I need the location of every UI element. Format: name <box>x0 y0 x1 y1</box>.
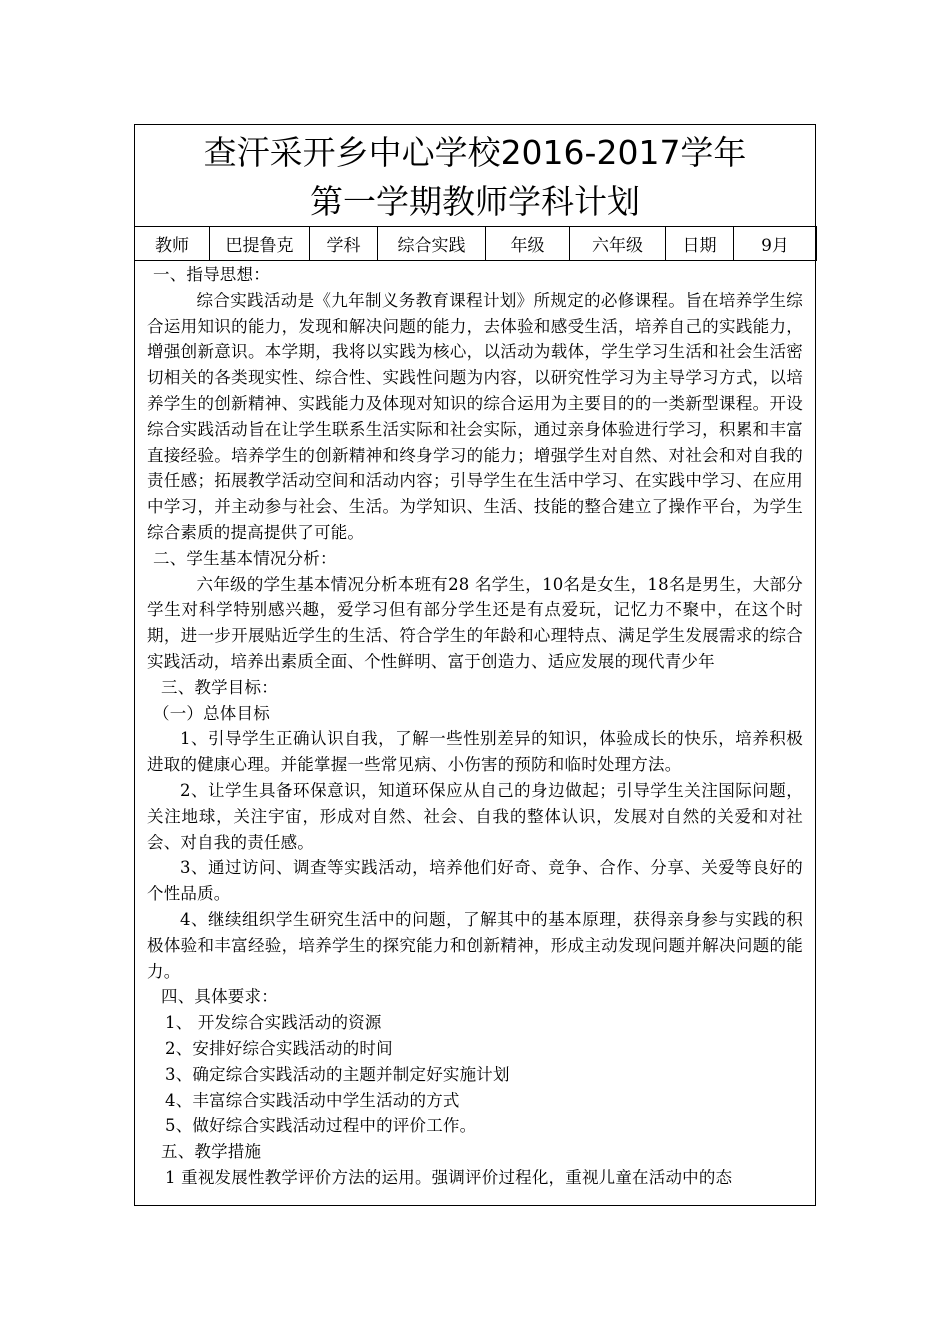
measure-paragraph-1: 1 重视发展性教学评价方法的运用。强调评价过程化，重视儿童在活动中的态 <box>165 1167 733 1187</box>
requirement-item-5: 5、做好综合实践活动过程中的评价工作。 <box>165 1116 477 1136</box>
section-5-heading: 五、教学措施 <box>161 1142 262 1162</box>
teacher-value: 巴提鲁克 <box>210 227 310 261</box>
teacher-label: 教师 <box>135 227 210 261</box>
grade-label: 年级 <box>486 227 570 261</box>
requirement-item-2: 2、安排好综合实践活动的时间 <box>165 1038 393 1058</box>
plan-body <box>147 262 803 1191</box>
title-line-1: 查汗采开乡中心学校2016-2017学年 <box>203 133 747 172</box>
section-1-heading: 一、指导思想： <box>153 265 270 284</box>
requirement-item-4: 4、丰富综合实践活动中学生活动的方式 <box>165 1090 460 1110</box>
section-2-heading: 二、学生基本情况分析： <box>153 548 337 568</box>
goal-3: 3、通过访问、调查等实践活动，培养他们好奇、竞争、合作、分享、关爱等良好的个性品质。 <box>147 858 803 904</box>
section-1-paragraph: 综合实践活动是《九年制义务教育课程计划》所规定的必修课程。旨在培养学生综合运用知识的能力，发现和解决问题的能力，去体验和感受生活，培养自己的实践能力，增强创新意识。本学期，我将以实践为核心，以活动为载体，学生学习生活和社会生活密切相关的各类现实性、综合性、实践性问题为内容，以研究性学习为主导学习方式，以培养学生的创新精神、实践能力及体现对知识的综合运用为主要目的的一类新型课程。开设综合实践活动旨在让学生联系生活实际和社会实际，通过亲身体验进行学习，积累和丰富直接经验。培养学生的创新精神和终身学习的能力；增强学生对自然、对社会和对自我的责任感；拓展教学活动空间和活动内容；引导学生在生活中学习、在实践中学习、在应用中学习，并主动参与社会、生活。为学知识、生活、技能的整合建立了操作平台，为学生综合素质的提高提供了可能。 <box>147 290 803 542</box>
plan-frame <box>134 124 816 1206</box>
subject-value: 综合实践 <box>378 227 486 261</box>
goal-4: 4、继续组织学生研究生活中的问题，了解其中的基本原理，获得亲身参与实践的积极体验和丰富经验，培养学生的探究能力和创新精神，形成主动发现问题并解决问题的能力。 <box>147 909 803 981</box>
goal-1: 1、引导学生正确认识自我，了解一些性别差异的知识，体验成长的快乐，培养积极进取的健康心理。并能掌握一些常见病、小伤害的预防和临时处理方法。 <box>147 729 803 775</box>
requirement-item-1: 1、 开发综合实践活动的资源 <box>165 1013 382 1033</box>
date-value: 9月 <box>734 227 817 261</box>
grade-value: 六年级 <box>570 227 666 261</box>
section-3-heading: 三、教学目标： <box>161 677 278 697</box>
date-label: 日期 <box>666 227 734 261</box>
title-line-2: 第一学期教师学科计划 <box>310 182 640 221</box>
subject-label: 学科 <box>310 227 378 261</box>
section-2-paragraph: 六年级的学生基本情况分析本班有28 名学生，10名是女生，18名是男生，大部分学生对科学特别感兴趣，爱学习但有部分学生还是有点爱玩，记忆力不聚中，在这个时期，进一步开展贴近学生的生活、符合学生的年龄和心理特点、满足学生发展需求的综合实践活动，培养出素质全面、个性鲜明、富于创造力、适应发展的现代青少年 <box>147 574 803 671</box>
requirement-item-3: 3、确定综合实践活动的主题并制定好实施计划 <box>165 1064 510 1084</box>
section-4-heading: 四、具体要求： <box>161 987 278 1007</box>
section-3-subheading: （一）总体目标 <box>153 703 270 723</box>
goal-2: 2、让学生具备环保意识，知道环保应从自己的身边做起；引导学生关注国际问题，关注地球，关注宇宙，形成对自然、社会、自我的整体认识，发展对自然的关爱和对社会、对自我的责任感。 <box>147 780 803 852</box>
info-table <box>134 226 817 261</box>
info-row <box>135 227 817 261</box>
